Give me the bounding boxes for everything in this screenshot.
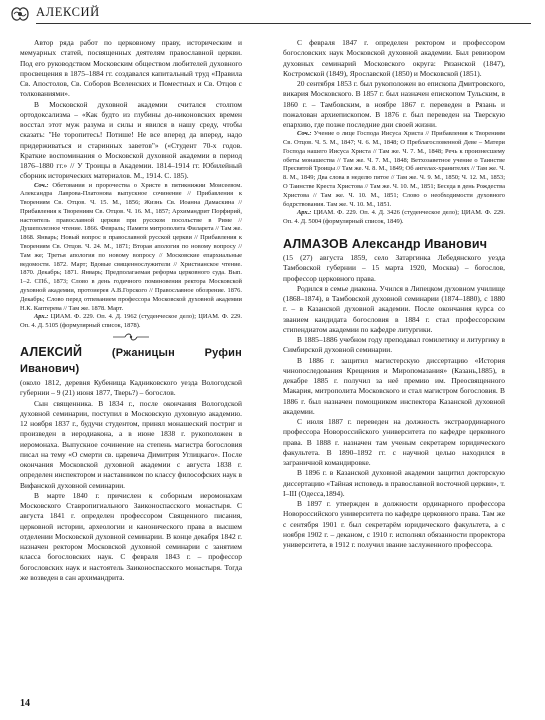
- entry-heading: АЛМАЗОВ Александр Иванович: [283, 237, 488, 252]
- spacer: [283, 227, 505, 235]
- left-column: [20, 38, 242, 583]
- archive-text: ЦИАМ. Ф. 229. Оп. 4. Д. 3426 (студенческое дело); ЦИАМ. Ф. 229. Оп. 4. Д. 5004 (формулярный список, 1849).: [283, 209, 505, 226]
- page-number: 14: [20, 698, 30, 709]
- archive-ref: [283, 209, 505, 227]
- paragraph: С июля 1887 г. переведен на должность экстраординарного профессора Новороссийского университета по кафедре церковного права. В 1888 г. назначен там ученым секретарем юридического факультета. В 1890–1892 гг. с научной целью находился в заграничной командировке.: [283, 417, 505, 468]
- paragraph: С февраля 1847 г. определен ректором и профессором богословских наук Московской духовной академии. Был ревизором духовных семинарий Московского округа: Рязанской (1847), Костромской (1849), Ярославской (1850) и Московской (1851).: [283, 38, 505, 78]
- works-text: Учение о лице Господа Иисуса Христа // Прибавления к Творениям Св. Отцов. Ч. 5. М., 1847; Ч. 6. М., 1848; О Преблагословенной Деве – Матери Господа нашего Иисуса Христа // Там же. Ч. 7. М., 1848; Речь к произнесшему обеты монашества // Там же. Ч. 7. М., 1848; Ветхозаветное учение о Таинстве Пресвятой Троицы // Там же. Ч. 8. М., 1849; Об ангелах-хранителях // Там же. Ч. 8. М., 1849; Два слова в неделю пятое // Там же. Ч. 9. М., 1850; Ч. 12. М., 1853; О Таинстве Креста Христова // Там же. Ч. 10. М., 1851; Беседа в день Рождества Христова // Там же. Ч. 10. М., 1851; Слово о необходимости духовного бодрствования. Там же. Ч. 10. М., 1851.: [283, 130, 505, 208]
- archive-label: Арх.:: [34, 313, 49, 321]
- section-divider-ornament: [20, 333, 242, 341]
- paragraph: Сын священника. В 1834 г., после окончания Вологодской духовной семинарии, поступил в Московскую духовную академию. 12 ноября 1837 г., будучи студентом, принял монашеский постриг и произведен в иеродиакона, а в июне 1838 г. рукоположен в иеромонаха. Выпускное сочинение на степень магистра богословия писал на тему «О смерти св. царевича Димитрия Углицкаго». После окончания Московской духовной академии с августа 1838 г. определен инспектором и наставником по классу философских наук в Вифанской духовной семинарии.: [20, 398, 242, 490]
- works-list: [20, 182, 242, 314]
- paragraph: В 1896 г. в Казанской духовной академии защитил докторскую диссертацию «Тайная исповедь в православной восточной церкви», т. I–III (Одесса,1894).: [283, 468, 505, 498]
- right-column: [283, 38, 505, 550]
- header-rule: [36, 23, 531, 24]
- running-header: [0, 0, 545, 30]
- works-text: Обетования и пророчества о Христе в пятикнижии Моисеевом. Александра Лаврова-Платонова выпускное сочинение // Прибавления к Творениям Св. Отцов. Ч. 15. М., 1856; Жизнь Св. Иоанна Дамаскина // Прибавления к Творениям Св. Отцов. Ч. 16. М., 1857; Архимандрит Порфирий, настоятель православной церкви при русском посольстве в Риме // Душеполезное чтение. 1866. Февраль; Памяти митрополита Филарета // Там же. 1868. Январь; Новый вопрос в православной русской церкви // Прибавления к Творениям Св. Отцов. Ч. 24. М., 1871; Вторая апология по новому вопросу // Там же; Третья апология по новому вопросу // Московские епархиальные ведомости. 1872. Март; Вдовые священнослужители // Христианское чтение. 1870. Декабрь; 1871. Январь; Предполагаемая реформа церковного суда. Вып. 1–2. СПб., 1873; Слово в день годичного поминовения ректора Московской духовной академии, протоиерея А.В.Горского // Православное обозрение. 1876. Декабрь; Слово перед отпеванием профессора Московской духовной академии Н.К. Каптерева // Там же. 1878. Март.: [20, 181, 242, 312]
- paragraph: В Московской духовной академии считался столпом ортодоксализма – «Как будто из глубины до-никоновских времен восстал этот муж разума и силы и явился в нашу среду, чтобы сказать: "Не торопитесь! Потише! Не все вперед да вперед, надо придерживаться и старинных заветов"» («Студент 70-х годов. Краткие воспоминания о Московской духовной академии в период 1876–1880 гг.» // У Троицы в Академии. 1814–1914 гг. Юбилейный сборник исторических материалов. М., 1914. С. 185).: [20, 99, 242, 181]
- archive-ref: [20, 313, 242, 331]
- archive-text: ЦИАМ. Ф. 229. Оп. 4. Д. 1962 (студенческое дело); ЦИАМ. Ф. 229. Оп. 4. Д. 5105 (формулярный список, 1878).: [20, 313, 242, 330]
- paragraph: В 1885–1886 учебном году преподавал гомилетику и литургику в Симбирской духовной семинарии.: [283, 335, 505, 355]
- paragraph: В марте 1840 г. причислен к соборным иеромонахам Московского Ставропигиального Заиконоспасского монастыря. С августа 1841 г. определен профессором Священного писания, церковной истории, археологии и канонического права в высшем отделении Московской духовной семинарии. В конце декабря 1842 г. назначен ректором Московской духовной семинарии с занятием класса богословских наук. С февраля 1843 г. – профессор богословских наук и настоятель Заиконоспасского монастыря. Тогда же возведен в сан архимандрита.: [20, 490, 242, 582]
- entry-heading: [20, 345, 242, 377]
- archive-label: Арх.:: [297, 209, 312, 217]
- entry-dates: (около 1812, деревня Кубенища Кадниковского уезда Вологодской губернии – 9 (21) июня 1877, Тверь?) – богослов.: [20, 378, 242, 398]
- paragraph: В 1897 г. утвержден в должности ординарного профессора Новороссийского университета по кафедре церковного права. Там же с сентября 1901 г. был секретарём юридического факультета, а с ноября 1902 г. – деканом, с 1910 г. исполнял обязанности проректора университета, в 1912 г. получил звание заслуженного профессора.: [283, 499, 505, 550]
- paragraph: В 1886 г. защитил магистерскую диссертацию «История чинопоследования Крещения и Миропомазания» (Казань,1885), в декабре 1885 г. получил за неё премию им. Преосвященного Макария, митрополита Московского и стал магистром богословия. В 1886 г. был назначен помощником инспектора Казанской духовной академии.: [283, 355, 505, 416]
- divider-ornament-icon: [111, 333, 151, 341]
- paragraph: 20 сентября 1853 г. был рукоположен во епископа Дмитровского, викария Московского. В 1857 г. был назначен епископом Тульским, в 1860 г. – Тамбовским, в ноябре 1867 г. переведен в Рязань и пожалован архиепископом. В 1876 г. был переведен на Тверскую епархию, где позже последние дни своей жизни.: [283, 79, 505, 129]
- paragraph: Родился в семье диакона. Учился в Липецком духовном училище (1868–1874), в Тамбовской духовной семинарии (1874–1880), с 1880 г. – в Казанской духовной академии. После окончания курса со званием кандидата богословия в 1884 г. стал профессорским стипендиатом академии по кафедре литургики.: [283, 283, 505, 334]
- works-list: [283, 130, 505, 209]
- fleuron-ornament-icon: [10, 4, 30, 24]
- running-title: АЛЕКСИЙ: [36, 5, 100, 19]
- entry-name: АЛЕКСИЙ: [20, 345, 83, 360]
- entry-dates: (15 (27) августа 1859, село Затаргинка Лебедянского уезда Тамбовской губернии – 15 марта 1920, Москва) – богослов, профессор церковного права.: [283, 253, 505, 283]
- works-label: Соч.:: [34, 181, 49, 189]
- entry-secular-name: (Ржаницын Руфин Иванович): [20, 347, 242, 376]
- paragraph: Автор ряда работ по церковному праву, историческим и мемуарных статей, посвященных деятелям православной церкви. Под его руководством Московским обществом любителей духовного просвещения в 1875–1884 гг. создавался капитальный труд «Правила Св. Апостолов, Св. Соборов Вселенских и Поместных и Св. Отцов с толкованиями».: [20, 38, 242, 99]
- works-label: Соч.:: [297, 130, 312, 138]
